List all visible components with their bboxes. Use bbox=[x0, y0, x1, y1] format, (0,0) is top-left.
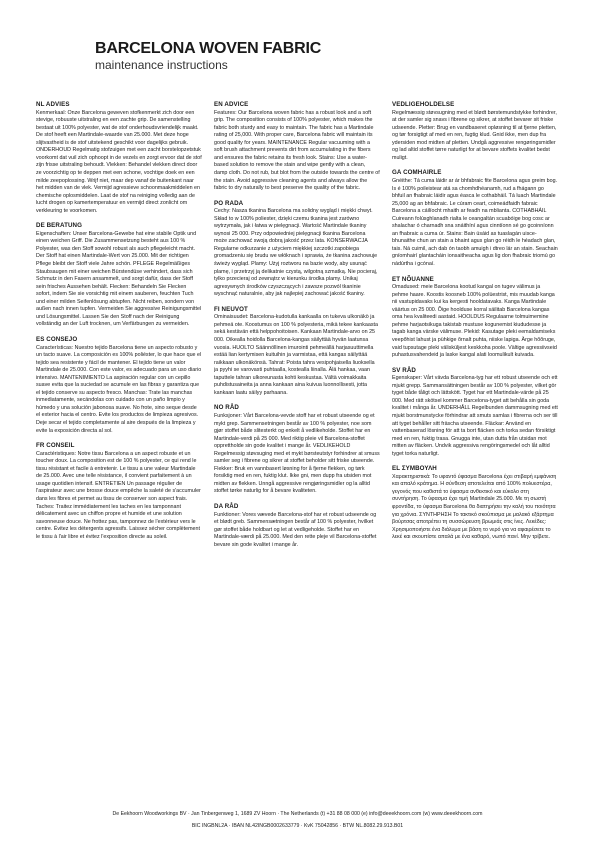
section-text: Funktioner: Vores vævede Barcelona-stof har et robust udseende og et blødt greb. Sammensætningen består af 100 % polyester, hvilket gør stoffet både holdbart og let at vedligeholde. Stoffet har en Martindale-værdi på 25.000. Med den rette pleje vil Barcelona-stoffet bevare sin gode kvalitet i mange år. bbox=[214, 511, 377, 548]
section-po bbox=[214, 200, 380, 299]
footer-bank-line: BIC INGBNL2A · IBAN NL42INGB0002633779 · KvK 75042856 · BTW NL.8082.29.913.B01 bbox=[191, 823, 404, 829]
section-sv bbox=[392, 367, 558, 459]
column-1 bbox=[36, 101, 202, 819]
section-heading: SV RÅD bbox=[392, 366, 416, 374]
section-heading: DA RÅD bbox=[214, 502, 239, 510]
section-heading: GA COMHAIRLE bbox=[392, 169, 442, 177]
section-et bbox=[392, 276, 558, 360]
section-text: Omadused: meie Barcelona kootud kangal on tugev välimus ja pehme haare. Koostis koosneb 100% polüestrist, mis muudab kanga nii vastupidavaks kui ka kergesti hooldatavaks. Kanga Martindale väärtus on 25 000. Õige hoolduse korral säilitab Barcelona kangas oma hea kvaliteedi aastaid. HOOLDUS Regulaarne tolmuimemine pehme harjaotsikuga takistab mustuse kogunemist kiududesse ja tagab kanga värske välimuse. Plekid: Kasutage pleki eemaldamiseks veepõhist lahust ja pühkige õrnalt puhta, niiske lapiga. Ärge hõõruge, vaid tupsutage pleki välisküljest keskkoha poole. Vältige agressiivseid puhastusvahendeid ja laske kangal alati loomulikult kuivada. bbox=[392, 284, 557, 359]
section-fr bbox=[36, 442, 202, 541]
page-subtitle: maintenance instructions bbox=[95, 58, 228, 72]
section-heading: EN ADVICE bbox=[214, 101, 249, 108]
section-text: Eigenschaften: Unser Barcelona-Gewebe hat eine stabile Optik und einen weichen Griff. Die Zusammensetzung besteht aus 100 % Polyester, was den Stoff sowohl robust als auch pflegeleicht macht. Der Stoff hat einen Martindale-Wert von 25.000. Mit der richtigen Pflege bleibt der Stoff viele Jahre schön. PFLEGE Regelmäßiges Staubsaugen mit einer weichen Bürstendüse verhindert, dass sich Schmutz in den Fasern ansammelt, und sorgt dafür, dass der Stoff sein frisches Aussehen behält. Flecken: Behandeln Sie Flecken sofort, indem Sie sie vorsichtig mit einem sauberen, feuchten Tuch und einer milden Seifenlösung abtupfen. Nicht reiben, sondern von außen nach innen tupfen. Vermeiden Sie aggressive Reinigungsmittel und Lösungsmittel. Lassen Sie den Stoff nach der Reinigung vollständig an der Luft trocknen, um Verfärbungen zu vermeiden. bbox=[36, 230, 202, 328]
document-header bbox=[95, 40, 525, 72]
section-es bbox=[36, 336, 202, 435]
section-heading: DE BERATUNG bbox=[36, 222, 83, 230]
section-text: Kenmerkaal: Onze Barcelona geweven stofkenmerkt zich door een stevige, robuuste uitstraling en een zachte grip. De samenstelling bestaat uit 100% polyester, wat de stof onderhoudsvriendelijk maakt. De stof heeft een Martindale-waarde van 25.000. Met deze hoge slijtvastheid is de stof uitstekend geschikt voor dagelijks gebruik. ONDERHOUD Regelmatig stofzuigen met een zacht borstelopzetstuk voorkomt dat vuil zich ophoopt in de vezels en zorgt ervoor dat de stof zijn frisse uitstraling behoudt. Vlekken: Behandel vlekken direct door ze voorzichtig op te deppen met een schone, vochtige doek en een milde zeepoplossing. Wrijf niet, maar dep vanaf de buitenkant naar het midden van de vlek. Vermijd agressieve schoonmaakmiddelen en chemische oplosmiddelen. Laat de stof na reiniging volledig aan de lucht drogen op kamertemperatuur en vermijd direct zonlicht om verkleuring te voorkomen. bbox=[36, 109, 202, 214]
section-heading: EL ΣΥΜΒΟΥΛΗ bbox=[392, 465, 437, 473]
section-text: Funksjoner: Vårt Barcelona-vevde stoff har et robust utseende og et mykt grep. Sammensetningen består av 100 % polyester, noe som gjør stoffet både slitesterkt og enkelt å vedlikeholde. Stoffet har en Martindale-verdi på 25 000. Med riktig pleie vil Barcelona-stoffet opprettholde sin gode kvalitet i mange år. VEDLIKEHOLD Regelmessig støvsuging med et mykt børsteutstyr forhindrer at smuss samler seg i fibrene og sikrer at stoffet beholder sitt friske utseende. Flekker: Bruk en vannbasert løsning for å fjerne flekken, og tørk forsiktig med en ren, fuktig klut. Ikke gni, men dupp fra utsiden mot midten av flekken. Unngå aggressive rengjøringsmidler og la alltid stoffet tørke naturlig for å bevare kvaliteten. bbox=[214, 412, 380, 495]
section-ga bbox=[392, 169, 558, 268]
section-heading: PO RADA bbox=[214, 199, 244, 207]
section-fi bbox=[214, 306, 380, 398]
section-text: Características: Nuestro tejido Barcelona tiene un aspecto robusto y un tacto suave. La composición es 100% poliéster, lo que hace que el tejido sea resistente y fácil de mantener. El tejido tiene un valor Martindale de 25.000. Con este valor, es adecuado para un uso diario intensivo. MANTENIMIENTO La aspiración regular con un cepillo suave evita que la suciedad se acumule en las fibras y garantiza que el tejido conserve su aspecto fresco. Manchas: Trate las manchas inmediatamente, secándolas con cuidado con un paño limpio y húmedo y una solución jabonosa suave. No frote, sino seque desde el exterior hacia el centro. Evite los productos de limpieza agresivos. Deje secar el tejido completamente al aire después de la limpieza y evite la exposición directa al sol. bbox=[36, 344, 202, 434]
column-3 bbox=[392, 101, 558, 819]
section-text: Cechy: Nasza tkanina Barcelona ma solidny wygląd i miękki chwyt. Skład to w 100% poliester, dzięki czemu tkanina jest zarówno wytrzymała, jak i łatwa w pielęgnacji. Wartość Martindale tkaniny wynosi 25 000. Przy odpowiedniej pielęgnacji tkanina Barcelona może zachować swoją dobrą jakość przez lata. KONSERWACJA Regularne odkurzanie z użyciem miękkiej szczotki zapobiega gromadzeniu się brudu we włóknach i sprawia, że tkanina zachowuje świeży wygląd. Plamy: Użyj roztworu na bazie wody, aby usunąć plamę, i przetrzyj ją delikatnie czystą, wilgotną szmatką. Nie pocieraj, tylko przecieraj od zewnątrz w kierunku środka plamy. Unikaj agresywnych środków czyszczących i zawsze pozwól tkaninie wyschnąć naturalnie, aby jak najlepiej zachować jakość tkaniny. bbox=[214, 208, 378, 298]
section-heading: FR CONSEIL bbox=[36, 442, 75, 450]
section-heading: ET NÕUANNE bbox=[392, 275, 434, 283]
column-2 bbox=[214, 101, 380, 819]
section-heading: FI NEUVOT bbox=[214, 305, 248, 313]
section-heading: NO RÅD bbox=[214, 404, 240, 412]
section-heading: VEDLIGEHOLDELSE bbox=[392, 101, 455, 108]
section-text: Egenskaper: Vårt vävda Barcelona-tyg har ett robust utseende och ett mjukt grepp. Sammansättningen består av 100 % polyester, vilket gör tyget både tåligt och lättskött. Tyget har ett Martindale-värde på 25 000. Med rätt skötsel kommer Barcelona-tyget att behålla sin goda kvalitet i många år. UNDERHÅLL Regelbunden dammsugning med ett mjukt borstmunstycke förhindrar att smuts samlas i fibrerna och ser till att tyget behåller sitt fräscha utseende. Fläckar: Använd en vattenbaserad lösning för att ta bort fläcken och torka sedan försiktigt med en ren, fuktig trasa. Gnugga inte, utan dutta från utsidan mot mitten av fläcken. Undvik aggressiva rengöringsmedel och låt alltid tyget torka naturligt. bbox=[392, 375, 558, 457]
section-de bbox=[36, 222, 202, 329]
section-no bbox=[214, 404, 380, 496]
section-text: Regelmæssig støvsugning med et blødt børstemundstykke forhindrer, at der samler sig snavs i fibrene og sikrer, at stoffet bevarer sit friske udseende. Pletter: Brug en vandbaseret opløsning til at fjerne pletten, og tør forsigtigt af med en ren, fugtig klud. Gnid ikke, men dup fra ydersiden mod midten af pletten. Undgå aggressive rengøringsmidler og lad altid stoffet tørre naturligt for at bevare stoffets kvalitet bedst muligt. bbox=[392, 109, 557, 161]
section-el bbox=[392, 465, 558, 542]
section-en bbox=[214, 101, 380, 193]
section-text: Features: Our Barcelona woven fabric has a robust look and a soft grip. The composition consists of 100% polyester, which makes the fabric both sturdy and easy to maintain. The fabric has a Martindale rating of 25,000. With proper care, Barcelona fabric will maintain its good quality for years. MAINTENANCE Regular vacuuming with a soft brush attachment prevents dirt from accumulating in the fibers and ensures the fabric retains its fresh look. Stains: Use a water-based solution to remove the stain and wipe gently with a clean, damp cloth. Do not rub, but blot from the outside towards the centre of the stain. Avoid aggressive cleaning agents and always allow the fabric to dry naturally to best preserve the quality of the fabric. bbox=[214, 109, 380, 192]
section-text: Χαρακτηριστικά: Το υφαντό ύφασμα Barcelona έχει στιβαρή εμφάνιση και απαλό κράτημα. Η σύνθεση αποτελείται από 100% πολυεστέρα, γεγονός που καθιστά το ύφασμα ανθεκτικό και εύκολο στη συντήρηση. Το ύφασμα έχει τιμή Martindale 25.000. Με τη σωστή φροντίδα, το ύφασμα Barcelona θα διατηρήσει την καλή του ποιότητα για χρόνια. ΣΥΝΤΗΡΗΣΗ Το τακτικό σκούπισμα με μαλακό εξάρτημα βούρτσας αποτρέπει τη συσσώρευση βρωμιάς στις ίνες. Λεκέδες: Χρησιμοποιήστε ένα διάλυμα με βάση το νερό για να αφαιρέσετε το λεκέ και σκουπίστε απαλά με ένα καθαρό, νωπό πανί. Μην τρίβετε. bbox=[392, 473, 557, 541]
section-text: Ominaisuudet: Barcelona-kudotulla kankaalla on tukeva ulkonäkö ja pehmeä ote. Koostumus on 100 % polyesteria, mikä tekee kankaasta sekä kestävän että helppohoitoisen. Kankaan Martindale-arvo on 25 000. Oikealla hoidolla Barcelona-kangas säilyttää hyvän laatunsa vuosia. HUOLTO Säännöllinen imurointi pehmeällä harjasuuttimella estää lian kertymisen kuituihin ja varmistaa, että kangas säilyttää raikkaan ulkonäkönsä. Tahrat: Poista tahra vesipohjaisella liuoksella ja pyyhi se varovasti puhtaalla, kostealla liinalla. Älä hankaa, vaan taputtele tahran ulkoreunasta kohti keskustaa. Vältä voimakkaita puhdistusaineita ja anna kankaan aina kuivua luonnollisesti, jotta kankaan laatu säilyy parhaana. bbox=[214, 314, 378, 396]
section-da-maintenance bbox=[392, 101, 558, 162]
content-columns bbox=[36, 101, 560, 819]
section-da bbox=[214, 503, 380, 549]
section-heading: NL ADVIES bbox=[36, 101, 70, 108]
section-text: Caractéristiques: Notre tissu Barcelona a un aspect robuste et un toucher doux. La composition est de 100 % polyester, ce qui rend le tissu résistant et facile à entretenir. Le tissu a une valeur Martindale de 25.000. Avec une telle résistance, il convient parfaitement à un usage quotidien intensif. ENTRETIEN Un passage régulier de l'aspirateur avec une brosse douce empêche la saleté de s'accumuler dans les fibres et permet au tissu de conserver son aspect frais. Taches: Traitez immédiatement les taches en les tamponnant délicatement avec un chiffon propre et humide et une solution savonneuse douce. Ne frottez pas, tamponnez de l'extérieur vers le centre. Évitez les détergents agressifs. Laissez sécher complètement le tissu à l'air libre et évitez l'exposition directe au soleil. bbox=[36, 450, 201, 540]
page-title: BARCELONA WOVEN FABRIC bbox=[95, 40, 322, 57]
section-nl bbox=[36, 101, 202, 215]
section-text: Gnéithe: Tá cuma láidir ar ár bhfabraic fite Barcelona agus greim bog. Is é 100% poileistear atá sa chomhdhéanamh, rud a fhágann go bhfuil an fhabraic láidir agus éasca le cothabháil. Tá luach Martindale 25,000 ag an bhfabraic. Le cúram ceart, coimeádfaidh fabraic Barcelona a cáilíocht mhaith ar feadh na mblianta. COTHABHÁIL Cuireann folúsghlanadh rialta le ceangaltán scuabóige bog cosc ar shalachar ó charnadh sna snáithíní agus cinntíonn sé go gcoinníonn an fhabraic a cuma úr. Stains: Bain úsáid as tuaslagán uisce-bhunaithe chun an stain a bhaint agus glan go réidh le héadach glan, tais. Ná cuimil, ach dab ón taobh amuigh i dtreo lár an stain. Seachain gníomhairí glantacháin ionsaitheacha agus lig don fhabraic triomú go nádúrtha i gcónaí. bbox=[392, 178, 558, 268]
footer-contact-line: De Eekhoorn Woodworkings BV · Jan Tinbergenweg 1, 1689 ZV Hoorn · The Netherlands (t) +31 88 08 000 (e) info@deeekhoorn.com (w) www.deeekhoorn.com bbox=[112, 811, 483, 817]
section-heading: ES CONSEJO bbox=[36, 335, 78, 343]
